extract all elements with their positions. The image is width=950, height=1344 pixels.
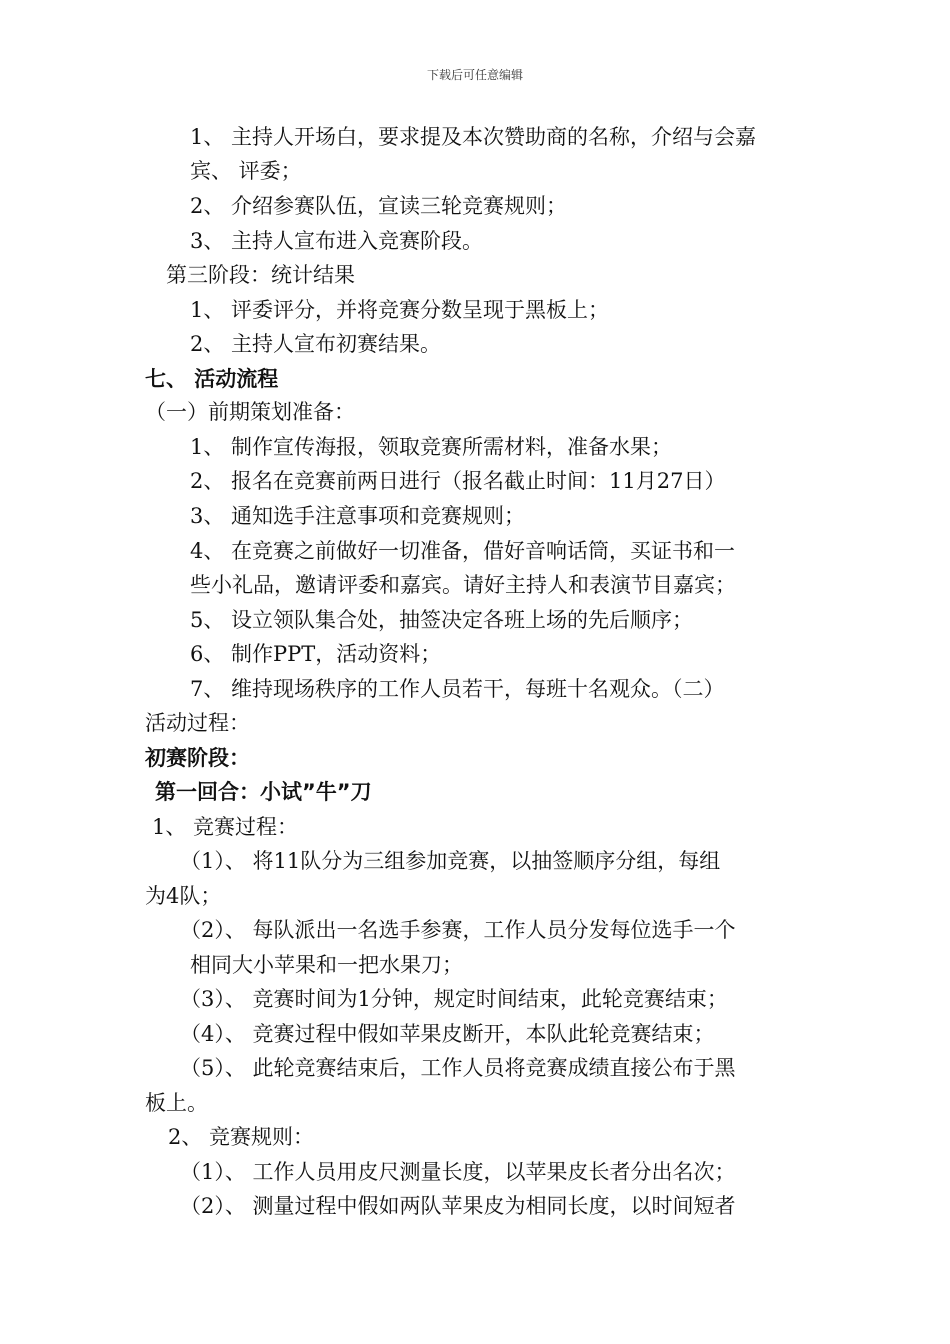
text-line: 1、 竞赛过程： — [152, 815, 299, 839]
round-heading: 第一回合：小试”牛”刀 — [155, 780, 372, 804]
text-line: 宾、 评委； — [190, 159, 302, 183]
section-heading: 第三阶段：统计结果 — [166, 263, 355, 287]
text-line: 活动过程： — [145, 711, 250, 735]
text-line: （4）、 竞赛过程中假如苹果皮断开，本队此轮竞赛结束； — [180, 1022, 715, 1046]
page-header: 下载后可任意编辑 — [426, 68, 523, 82]
text-line: 1、 评委评分，并将竞赛分数呈现于黑板上； — [190, 298, 610, 322]
text-line: 4、 在竞赛之前做好一切准备，借好音响话筒，买证书和一 — [190, 539, 736, 563]
text-line: （5）、 此轮竞赛结束后，工作人员将竞赛成绩直接公布于黑 — [180, 1056, 736, 1080]
text-line: 6、 制作PPT，活动资料； — [190, 642, 442, 666]
text-line: 2、 报名在竞赛前两日进行（报名截止时间：11月27日） — [190, 469, 726, 493]
text-line: 1、 制作宣传海报，领取竞赛所需材料，准备水果； — [190, 435, 673, 459]
text-line: 为4队； — [145, 884, 222, 908]
text-line: （1）、 工作人员用皮尺测量长度，以苹果皮长者分出名次； — [180, 1160, 736, 1184]
text-line: 些小礼品，邀请评委和嘉宾。请好主持人和表演节目嘉宾； — [190, 573, 736, 597]
text-line: （2）、 每队派出一名选手参赛，工作人员分发每位选手一个 — [180, 918, 736, 942]
text-line: （2）、 测量过程中假如两队苹果皮为相同长度，以时间短者 — [180, 1194, 736, 1218]
subsection-heading: （一）前期策划准备： — [145, 400, 355, 424]
text-line: 5、 设立领队集合处，抽签决定各班上场的先后顺序； — [190, 608, 694, 632]
text-line: 1、 主持人开场白，要求提及本次赞助商的名称，介绍与会嘉 — [190, 125, 757, 149]
chapter-heading: 七、 活动流程 — [145, 367, 279, 391]
text-line: 2、 介绍参赛队伍，宣读三轮竞赛规则； — [190, 194, 568, 218]
text-line: 7、 维持现场秩序的工作人员若干，每班十名观众。（二） — [190, 677, 725, 701]
stage-heading: 初赛阶段： — [145, 746, 250, 770]
text-line: （3）、 竞赛时间为1分钟，规定时间结束，此轮竞赛结束； — [180, 987, 728, 1011]
text-line: （1）、 将11队分为三组参加竞赛，以抽签顺序分组，每组 — [180, 849, 721, 873]
text-line: 3、 通知选手注意事项和竞赛规则； — [190, 504, 526, 528]
text-line: 相同大小苹果和一把水果刀； — [190, 953, 463, 977]
text-line: 板上。 — [145, 1091, 208, 1115]
text-line: 2、 竞赛规则： — [168, 1125, 315, 1149]
text-line: 2、 主持人宣布初赛结果。 — [190, 332, 442, 356]
text-line: 3、 主持人宣布进入竞赛阶段。 — [190, 229, 484, 253]
